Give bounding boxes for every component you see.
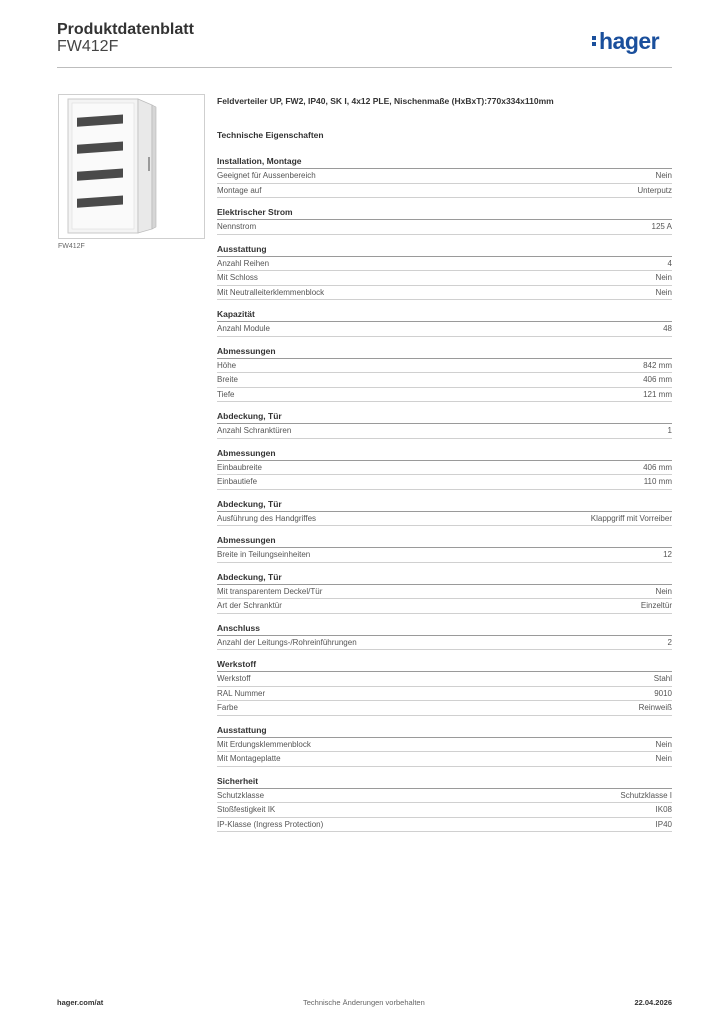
- property-row: [217, 286, 672, 301]
- property-row: [217, 220, 672, 235]
- property-value: 842 mm: [643, 360, 672, 370]
- property-label: Tiefe: [217, 389, 235, 399]
- property-value: Klappgriff mit Vorreiber: [590, 513, 672, 523]
- group-title: Ausstattung: [217, 725, 672, 738]
- property-group: [217, 244, 672, 301]
- property-value: 406 mm: [643, 462, 672, 472]
- page-title: Produktdatenblatt: [57, 21, 194, 38]
- property-label: Montage auf: [217, 185, 262, 195]
- property-row: [217, 424, 672, 439]
- property-row: [217, 359, 672, 374]
- property-label: Mit Erdungsklemmenblock: [217, 739, 311, 749]
- property-value: Nein: [655, 273, 672, 282]
- property-group: [217, 776, 672, 833]
- property-value: Nein: [655, 287, 672, 297]
- group-title: Werkstoff: [217, 659, 672, 672]
- header-divider: [57, 67, 672, 68]
- product-image: [58, 94, 205, 239]
- property-group: [217, 156, 672, 198]
- property-label: Nennstrom: [217, 222, 257, 231]
- property-group: [217, 535, 672, 563]
- property-label: Ausführung des Handgriffes: [217, 513, 317, 523]
- property-value: Schutzklasse I: [620, 790, 672, 800]
- property-label: Mit Schloss: [217, 273, 258, 282]
- logo-text: hager: [599, 28, 660, 54]
- property-label: Breite: [217, 375, 238, 384]
- group-title: Anschluss: [217, 623, 672, 636]
- property-row: [217, 789, 672, 804]
- property-value: Stahl: [653, 674, 672, 683]
- property-label: Anzahl Module: [217, 324, 270, 333]
- property-label: Werkstoff: [217, 674, 251, 683]
- distribution-board-illustration: [59, 95, 204, 238]
- group-title: Abmessungen: [217, 535, 672, 548]
- group-title: Abdeckung, Tür: [217, 499, 672, 512]
- property-value: 9010: [654, 688, 672, 698]
- footer-date: 22.04.2026: [634, 998, 672, 1007]
- property-label: Art der Schranktür: [217, 601, 282, 610]
- property-row: [217, 738, 672, 753]
- property-label: Geeignet für Aussenbereich: [217, 171, 316, 180]
- properties-list: [217, 156, 672, 841]
- property-group: [217, 572, 672, 614]
- property-label: Einbaubreite: [217, 462, 262, 472]
- group-title: Ausstattung: [217, 244, 672, 257]
- property-label: Schutzklasse: [217, 790, 265, 800]
- group-title: Abmessungen: [217, 448, 672, 461]
- property-row: [217, 803, 672, 818]
- group-title: Sicherheit: [217, 776, 672, 789]
- property-value: 125 A: [651, 222, 672, 231]
- group-title: Abdeckung, Tür: [217, 411, 672, 424]
- footer-note: Technische Änderungen vorbehalten: [303, 998, 425, 1007]
- property-label: Stoßfestigkeit IK: [217, 805, 276, 814]
- group-title: Abmessungen: [217, 346, 672, 359]
- property-value: Unterputz: [637, 185, 672, 195]
- property-row: [217, 271, 672, 286]
- property-value: Nein: [655, 586, 672, 596]
- property-row: [217, 585, 672, 600]
- property-label: Mit Neutralleiterklemmenblock: [217, 287, 325, 297]
- property-group: [217, 309, 672, 337]
- property-value: Reinweiß: [638, 703, 672, 712]
- group-title: Kapazität: [217, 309, 672, 322]
- property-value: 121 mm: [643, 389, 672, 399]
- section-title: Technische Eigenschaften: [217, 130, 324, 140]
- property-row: [217, 672, 672, 687]
- property-value: IK08: [655, 805, 672, 814]
- property-row: [217, 512, 672, 527]
- property-label: Breite in Teilungseinheiten: [217, 550, 311, 559]
- group-title: Installation, Montage: [217, 156, 672, 169]
- property-value: 2: [667, 637, 672, 647]
- property-label: Höhe: [217, 360, 237, 370]
- group-title: Abdeckung, Tür: [217, 572, 672, 585]
- property-row: [217, 373, 672, 388]
- property-label: Farbe: [217, 703, 238, 712]
- property-label: Anzahl Reihen: [217, 258, 270, 268]
- property-value: 110 mm: [643, 477, 672, 486]
- product-code: FW412F: [57, 38, 119, 55]
- product-description: Feldverteiler UP, FW2, IP40, SK I, 4x12 PLE, Nischenmaße (HxBxT):770x334x110mm: [217, 96, 554, 106]
- footer-website: hager.com/at: [57, 998, 104, 1007]
- property-row: [217, 818, 672, 833]
- property-group: [217, 207, 672, 235]
- property-label: Anzahl der Leitungs-/Rohreinführungen: [217, 637, 357, 647]
- property-row: [217, 636, 672, 651]
- property-row: [217, 257, 672, 272]
- property-group: [217, 725, 672, 767]
- property-row: [217, 461, 672, 476]
- property-label: Mit Montageplatte: [217, 754, 281, 763]
- group-title: Elektrischer Strom: [217, 207, 672, 220]
- property-group: [217, 346, 672, 403]
- property-group: [217, 623, 672, 651]
- property-group: [217, 659, 672, 716]
- property-value: Nein: [655, 754, 672, 763]
- property-group: [217, 411, 672, 439]
- property-value: 12: [663, 550, 672, 559]
- image-caption: FW412F: [58, 243, 85, 250]
- property-row: [217, 322, 672, 337]
- property-value: IP40: [655, 819, 672, 829]
- property-row: [217, 169, 672, 184]
- property-row: [217, 599, 672, 614]
- property-label: Einbautiefe: [217, 477, 258, 486]
- property-value: 48: [663, 324, 672, 333]
- property-row: [217, 475, 672, 490]
- property-value: Nein: [655, 171, 672, 180]
- property-label: IP-Klasse (Ingress Protection): [217, 819, 324, 829]
- property-row: [217, 701, 672, 716]
- property-row: [217, 687, 672, 702]
- property-value: 406 mm: [643, 375, 672, 384]
- property-row: [217, 548, 672, 563]
- property-value: 1: [667, 426, 672, 435]
- property-row: [217, 388, 672, 403]
- property-row: [217, 752, 672, 767]
- property-label: RAL Nummer: [217, 688, 266, 698]
- property-row: [217, 184, 672, 199]
- hager-logo: [592, 28, 659, 55]
- property-value: Nein: [655, 739, 672, 749]
- property-value: 4: [667, 258, 672, 268]
- property-label: Anzahl Schranktüren: [217, 426, 292, 435]
- property-value: Einzeltür: [640, 601, 672, 610]
- property-group: [217, 499, 672, 527]
- logo-dots-icon: [592, 34, 597, 48]
- property-label: Mit transparentem Deckel/Tür: [217, 586, 323, 596]
- property-group: [217, 448, 672, 490]
